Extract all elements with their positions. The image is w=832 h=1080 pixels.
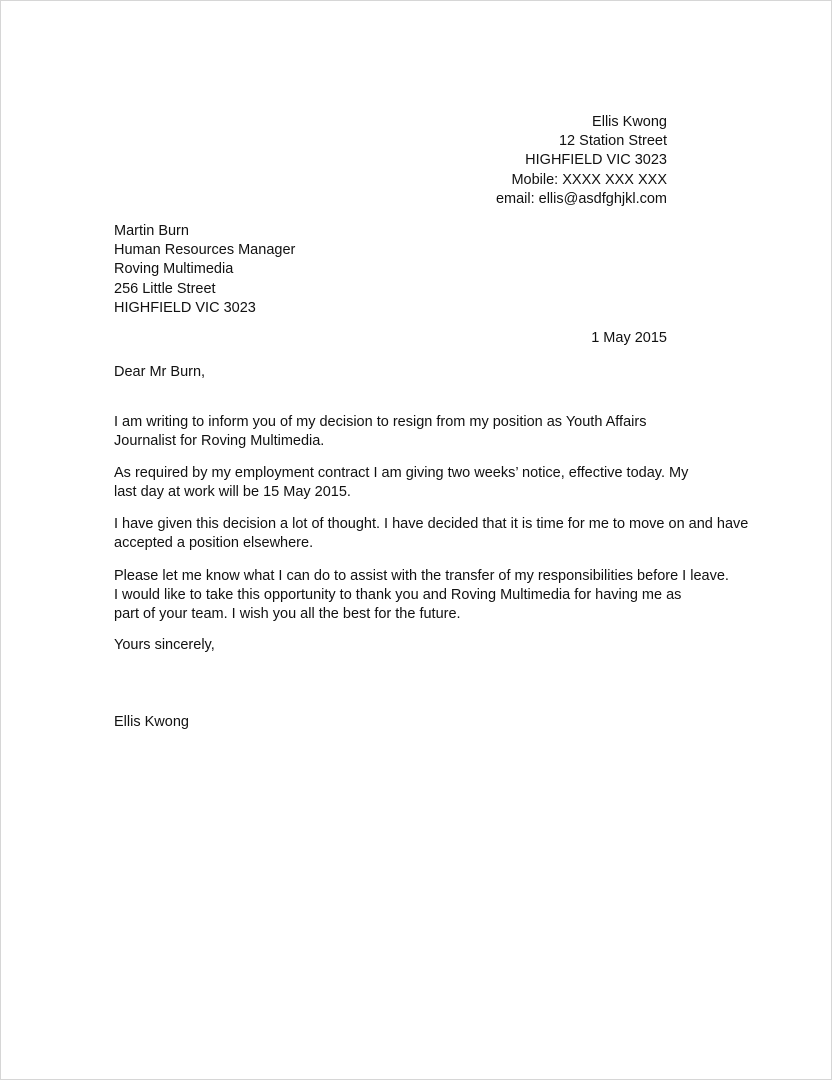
- sender-street: 12 Station Street: [558, 133, 667, 150]
- paragraph-line: I have given this decision a lot of thought. I have decided that it is time for me to move on and have: [114, 516, 749, 532]
- sender-mobile: Mobile: XXXX XXX XXX: [511, 171, 667, 188]
- paragraph-line: As required by my employment contract I am giving two weeks’ notice, effective today. My: [114, 465, 689, 481]
- recipient-title: Human Resources Manager: [114, 242, 296, 259]
- closing: Yours sincerely,: [114, 637, 215, 653]
- body-paragraph: [114, 413, 646, 451]
- recipient-name: Martin Burn: [114, 223, 189, 239]
- sender-name: Ellis Kwong: [592, 114, 667, 130]
- signature-name: Ellis Kwong: [114, 714, 189, 730]
- body-paragraph: [114, 567, 729, 625]
- body-paragraph: [114, 515, 748, 553]
- paragraph-line: Journalist for Roving Multimedia.: [114, 433, 325, 450]
- recipient-street: 256 Little Street: [114, 280, 216, 297]
- recipient-address-block: [114, 222, 295, 318]
- paragraph-line: part of your team. I wish you all the best for the future.: [114, 606, 461, 623]
- sender-address-block: [496, 113, 667, 209]
- paragraph-line: last day at work will be 15 May 2015.: [114, 484, 351, 501]
- recipient-city: HIGHFIELD VIC 3023: [114, 299, 256, 316]
- paragraph-line: Please let me know what I can do to assist with the transfer of my responsibilities before I leave.: [114, 568, 729, 584]
- sender-city: HIGHFIELD VIC 3023: [525, 152, 667, 169]
- sender-email: email: ellis@asdfghjkl.com: [495, 190, 667, 207]
- paragraph-line: accepted a position elsewhere.: [114, 535, 314, 552]
- recipient-company: Roving Multimedia: [114, 261, 234, 278]
- body-paragraph: [114, 464, 688, 502]
- paragraph-line: I would like to take this opportunity to thank you and Roving Multimedia for having me as: [114, 587, 682, 604]
- paragraph-line: I am writing to inform you of my decision to resign from my position as Youth Affairs: [114, 414, 647, 430]
- salutation: Dear Mr Burn,: [114, 364, 206, 380]
- letter-date: 1 May 2015: [591, 330, 667, 346]
